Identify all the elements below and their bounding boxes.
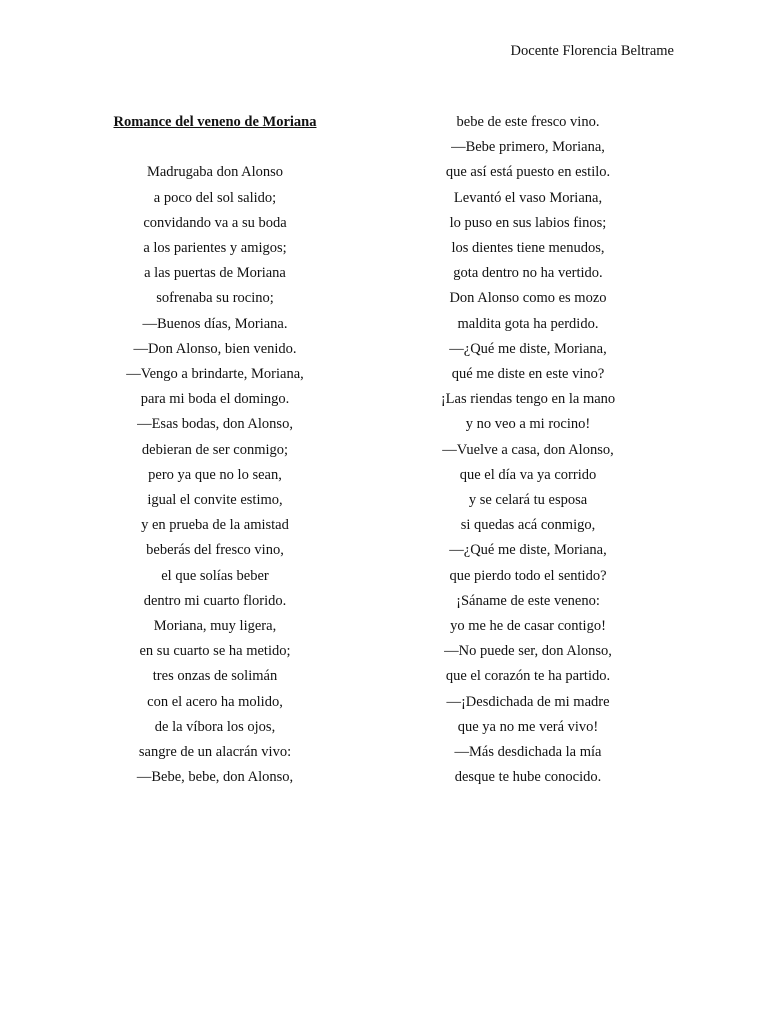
verse-line: —¡Desdichada de mi madre [446,693,610,710]
verse-line: que así está puesto en estilo. [445,164,611,181]
verse-line: y no veo a mi rocino! [465,416,591,433]
poem-column-left [85,110,345,790]
verse-list-left [85,160,345,790]
verse-line: beberás del fresco vino, [146,542,284,559]
verse-line: qué me diste en este vino? [451,366,605,383]
verse-line: desque te hube conocido. [454,769,602,786]
verse-line: —No puede ser, don Alonso, [444,643,612,660]
verse-line: ¡Sáname de este veneno: [456,592,600,609]
poem-column-right [398,110,658,790]
verse-line: para mi boda el domingo. [140,391,290,408]
verse-line: —Más desdichada la mía [454,744,602,761]
verse-line: Madrugaba don Alonso [146,164,284,181]
verse-line: dentro mi cuarto florido. [143,592,287,609]
verse-line: —Esas bodas, don Alonso, [137,416,293,433]
verse-line: Levantó el vaso Moriana, [453,189,603,206]
verse-line: —Bebe primero, Moriana, [451,139,605,156]
verse-line: —Don Alonso, bien venido. [133,340,297,357]
verse-line: con el acero ha molido, [147,693,283,710]
verse-line: —Vuelve a casa, don Alonso, [442,441,614,458]
verse-line: el que solías beber [161,567,269,584]
verse-line: debieran de ser conmigo; [141,441,289,458]
author-header: Docente Florencia Beltrame [510,43,674,59]
verse-line: Moriana, muy ligera, [153,618,277,635]
verse-line: en su cuarto se ha metido; [139,643,291,660]
verse-line: sofrenaba su rocino; [156,290,274,307]
verse-line: que el corazón te ha partido. [445,668,611,685]
verse-line: —Bebe, bebe, don Alonso, [136,769,294,786]
title-spacer [85,135,345,160]
verse-line: ¡Las riendas tengo en la mano [440,391,616,408]
verse-line: gota dentro no ha vertido. [453,265,603,282]
verse-line: convidando va a su boda [143,214,287,231]
verse-line: Don Alonso como es mozo [449,290,607,307]
verse-line: a los parientes y amigos; [143,240,287,256]
verse-line: bebe de este fresco vino. [456,114,600,130]
verse-line: si quedas acá conmigo, [460,517,596,534]
poem-title: Romance del veneno de Moriana [113,114,317,130]
verse-line: pero ya que no lo sean, [148,466,282,483]
verse-line: y en prueba de la amistad [141,517,289,534]
verse-line: sangre de un alacrán vivo: [138,744,292,761]
verse-list-right [398,110,658,790]
verse-line: igual el convite estimo, [147,492,283,509]
verse-line: —Buenos días, Moriana. [142,315,288,332]
verse-line: tres onzas de solimán [152,668,278,685]
verse-line: —¿Qué me diste, Moriana, [449,542,607,559]
verse-line: maldita gota ha perdido. [457,315,599,332]
verse-line: —¿Qué me diste, Moriana, [449,340,607,357]
verse-line: que el día va ya corrido [459,466,597,483]
verse-line: a las puertas de Moriana [144,265,286,282]
verse-line: de la víbora los ojos, [154,718,276,735]
verse-line: yo me he de casar contigo! [450,618,606,635]
verse-line: —Vengo a brindarte, Moriana, [126,366,304,383]
verse-line: a poco del sol salido; [153,189,277,206]
verse-line: que pierdo todo el sentido? [449,567,607,584]
verse-line: y se celará tu esposa [468,492,588,509]
verse-line: los dientes tiene menudos, [451,240,605,257]
verse-line: que ya no me verá vivo! [457,718,599,735]
verse-line: lo puso en sus labios finos; [449,214,607,231]
